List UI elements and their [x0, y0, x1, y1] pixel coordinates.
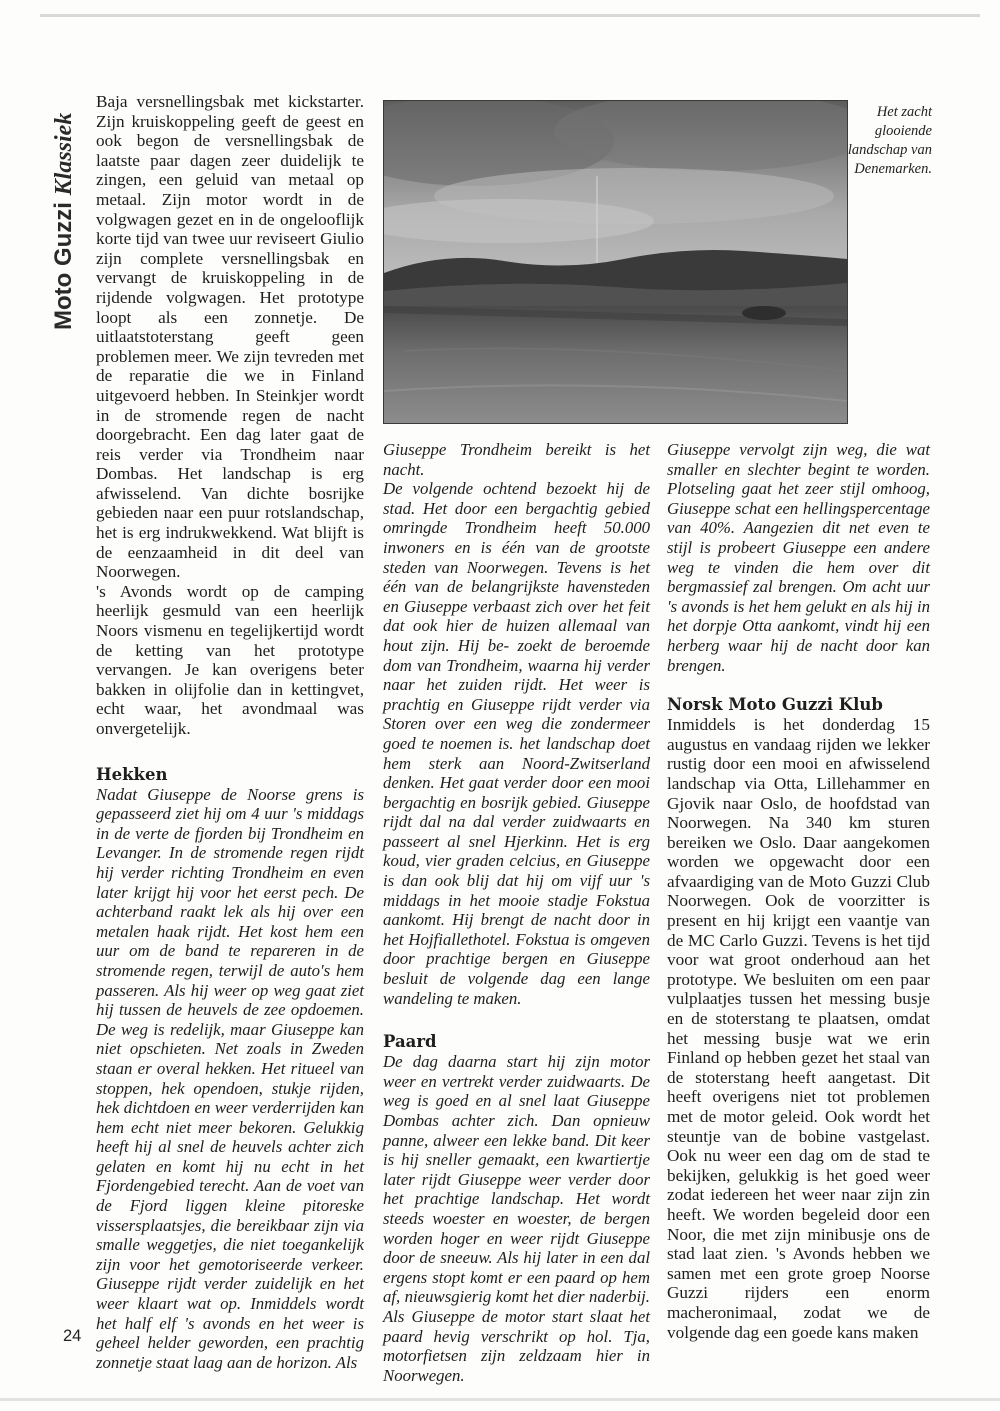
landscape-photo-image	[384, 101, 847, 423]
photo-caption: Het zacht glooiende landschap van Denemarken.	[847, 104, 932, 177]
column-3	[667, 440, 930, 1342]
column-1	[96, 92, 364, 1372]
landscape-photo	[383, 100, 848, 424]
section-heading-hekken: Hekken	[96, 764, 168, 784]
top-rule	[40, 14, 980, 17]
paragraph: 's Avonds wordt op de camping heerlijk gesmuld van een heerlijk Noors vismenu en tegelijkertijd wordt de ketting van het prototype vervangen. Je kan overigens beter bakken in olijfolie dan in kettingvet, echt waar, het avondmaal was onvergetelijk.	[96, 581, 364, 738]
paragraph: Nadat Giuseppe de Noorse grens is gepasseerd ziet hij om 4 uur 's middags in de verte de fjorden bij Trondheim en Levanger. In de stromende regen rijdt hij verder richting Trondheim en even later krijgt hij voor het eerst pech. De achterband raakt lek als hij over een metalen haak rijdt. Het kost hem een uur om de band te repareren in de stromende regen, terwijl de auto's hem passeren. Als hij weer op weg gaat ziet hij tussen de heuvels de zee opdoemen. De weg is redelijk, maar Giuseppe kan niet opschieten. Net zoals in Zweden staan er overal hekken. Het ritueel van stoppen, hek opendoen, stukje rijden, hek dichtdoen en weer verderrijden kan hem echt niet meer bekoren. Gelukkig heeft hij al snel de heuvels achter zich gelaten en komt hij nu echt in het Fjordengebied terecht. Aan de voet van de Fjord liggen kleine pitoreske vissersplaatsjes, die bereikbaar zijn via smalle weggetjes, die niet toegankelijk zijn voor het gemotoriseerde verkeer. Giuseppe rijdt verder zuidelijk en het weer klaart wat op. Inmiddels wordt het half elf 's avonds en het weer is geheel helder geworden, een prachtig zonnetje staat laag aan de horizon. Als	[96, 784, 364, 1372]
section-heading-paard: Paard	[383, 1032, 437, 1052]
paragraph: De dag daarna start hij zijn motor weer en vertrekt verder zuidwaarts. De weg is goed en al snel laat Giuseppe Dombas achter zich. Dan opnieuw panne, alweer een lekke band. Dit keer is hij sneller gemaakt, een kwartiertje later rijdt Giuseppe weer verder door het prachtige landschap. Het wordt steeds woester en woester, de bergen worden hoger en weer rijdt Giuseppe door de sneeuw. Als hij later in een dal ergens stopt komt er een paard op hem af, nieuwsgierig komt het dier naderbij. Als Giuseppe de motor start slaat het paard hevig verschrikt op hol. Tja, motorfietsen zijn zeldzaam hier in Noorwegen.	[383, 1052, 650, 1385]
bottom-rule	[0, 1398, 1000, 1401]
section-name: Klassiek	[51, 112, 77, 196]
column-2	[383, 440, 650, 1385]
paragraph: De volgende ochtend bezoekt hij de stad. Het door een bergachtig gebied omringde Trondheim heeft 50.000 inwoners en is één van de grootste steden van Noorwegen. Tevens is het één van de belangrijkste havensteden en Giuseppe verbaast zich over het feit dat ook hier de huizen allemaal van hout zijn. Hij be- zoekt de beroemde dom van Trondheim, waarna hij verder naar het zuiden rijdt. Het weer is prachtig en Giuseppe rijdt verder via Storen over een weg die zondermeer goed te noemen is. het landschap doet hem sterk aan Noord-Zwitserland denken. Het gaat verder door een mooi bergachtig en bosrijk gebied. Giuseppe rijdt dal na dal verder zuidwaarts en passeert al snel Hjerkinn. Het is erg koud, vier graden celcius, en Giuseppe is dan ook blij dat hij om vijf uur 's middags in het mooie stadje Fokstua aankomt. Hij brengt de nacht door in het Hojfiallethotel. Fokstua is omgeven door prachtige bergen en Giuseppe besluit de volgende dag een lange wandeling te maken.	[383, 479, 650, 1008]
paragraph: Giuseppe Trondheim bereikt is het nacht.	[383, 440, 650, 479]
paragraph: Baja versnellingsbak met kickstarter. Zijn kruiskoppeling geeft de geest en ook begon de versnellingsbak de laatste paar dagen zeer duidelijk te zingen, een geluid van metaal op metaal. Zijn motor wordt in de volgwagen gezet en in de ongelooflijk korte tijd van twee uur reviseert Giulio zijn complete versnellingsbak en vervangt de kruiskoppeling in de rijdende volgwagen. Het prototype loopt als een zonnetje. De uitlaatstoterstang geeft geen problemen meer. We zijn tevreden met de reparatie die we in Finland uitgevoerd hebben. In Steinkjer wordt in de stromende regen de nacht doorgebracht. Een dag later gaat de reis verder via Trondheim naar Dombas. Het landschap is erg afwisselend. Van dichte bosrijke gebieden naar een puur rotslandschap, het is erg indrukwekkend. Wat blijft is de eenzaamheid in dit deel van Noorwegen.	[96, 92, 364, 582]
paragraph: Giuseppe vervolgt zijn weg, die wat smaller en slechter begint te worden. Plotseling gaat het zeer stijl omhoog, Giuseppe schat een hellingspercentage van 40%. Aangezien dit net even te stijl is probeert Giuseppe een andere weg te vinden die hem over dit bergmassief zal brengen. Om acht uur 's avonds is het hem gelukt en als hij in het dorpje Otta aankomt, vindt hij een herberg waar hij de nacht door kan brengen.	[667, 440, 930, 675]
section-heading-norsk-moto-guzzi-klub: Norsk Moto Guzzi Klub	[667, 695, 883, 715]
page-number: 24	[63, 1327, 82, 1345]
section-label	[50, 113, 78, 330]
paragraph: Inmiddels is het donderdag 15 augustus en vandaag rijden we lekker rustig door een mooi en afwisselend landschap via Otta, Lillehammer en Gjovik naar Oslo, de hoofdstad van Noorwegen. Na 340 km sturen bereiken we Oslo. Daar aangekomen worden we opgewacht door een afvaardiging van de Moto Guzzi Club Noorwegen. Ook de voorzitter is present en hij krijgt een vaantje van de MC Carlo Guzzi. Tevens is het tijd voor wat groot onderhoud aan het prototype. We besluiten om een paar vulplaatjes tussen het messing busje en de stoterstang te plaatsen, omdat het messing busje wat we erin Finland op hebben gezet het staal van de stoterstang heeft aangetast. Dit heeft overigens niet tot problemen met de motor geleid. Ook wordt het steuntje van de bobine vastgelast. Ook nu weer een dag om de stad te bekijken, gelukkig is het goed weer zodat iedereen het weer naar zijn zin heeft. We worden begeleid door een Noor, die met zijn minibusje ons de stad laat zien. 's Avonds hebben we samen met een grote groep Noorse Guzzi rijders een enorm macheronimaal, zodat we de volgende dag een goede kans maken	[667, 715, 930, 1342]
section-brand: Moto Guzzi	[50, 202, 77, 330]
